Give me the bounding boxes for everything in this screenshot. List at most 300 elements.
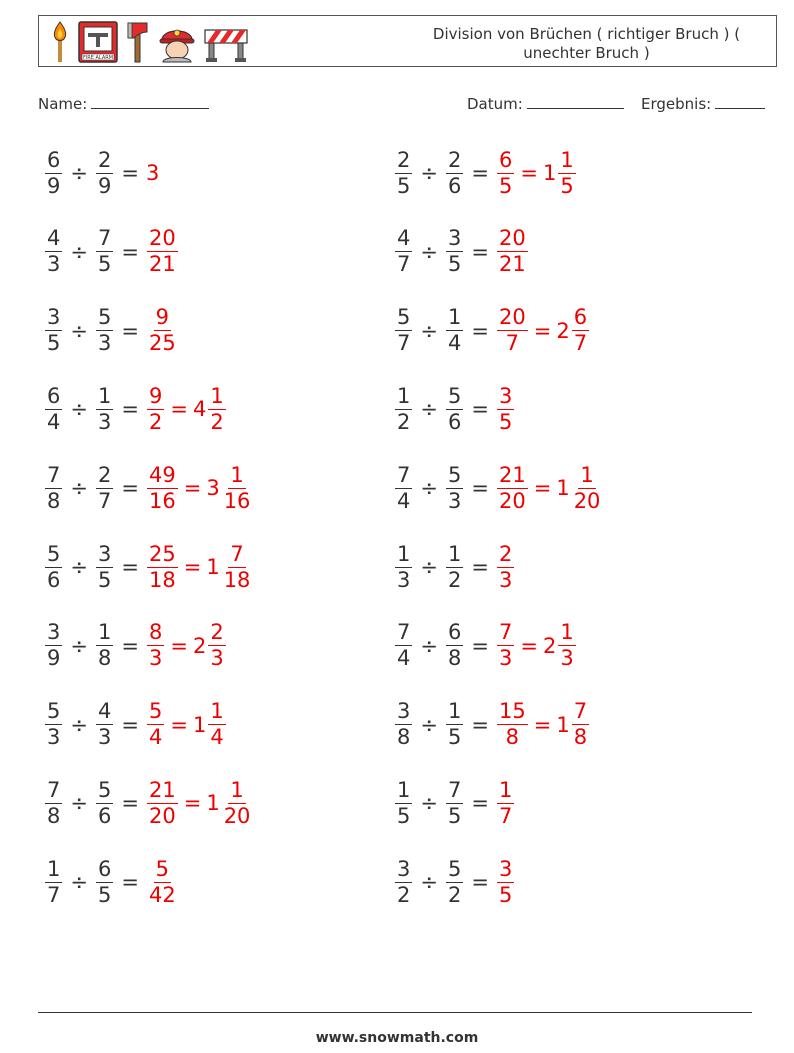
equals-sign: = xyxy=(121,712,139,737)
answer-fraction-numerator: 49 xyxy=(148,462,176,487)
divisor-fraction-denominator: 3 xyxy=(97,409,112,434)
mixed-fraction-numerator: 7 xyxy=(230,541,244,566)
divisor-fraction-numerator: 2 xyxy=(97,462,112,487)
divisor-fraction xyxy=(446,226,463,277)
dividend-fraction xyxy=(395,305,412,356)
equals-sign: = xyxy=(471,555,489,579)
divisor-fraction xyxy=(446,699,463,750)
answer-fraction-denominator: 3 xyxy=(498,646,513,671)
divisor-fraction-denominator: 5 xyxy=(447,725,462,750)
mixed-fraction-denominator: 5 xyxy=(560,173,574,198)
header-icons xyxy=(49,19,249,65)
problem-item xyxy=(394,222,529,282)
answer-fraction xyxy=(147,384,164,435)
worksheet-header xyxy=(38,15,777,67)
dividend-fraction xyxy=(45,778,62,829)
divisor-fraction xyxy=(446,542,463,593)
problem-item xyxy=(394,852,515,912)
answer-fraction-denominator: 5 xyxy=(498,173,513,198)
divisor-fraction-numerator: 5 xyxy=(447,462,462,487)
divisor-fraction xyxy=(446,305,463,356)
answer-equals-sign: = xyxy=(170,397,188,422)
divide-sign: ÷ xyxy=(70,161,88,185)
problem-item xyxy=(44,301,179,361)
divide-sign: ÷ xyxy=(420,633,438,658)
dividend-fraction-numerator: 7 xyxy=(47,462,61,487)
dividend-fraction xyxy=(45,857,62,908)
answer-fraction-numerator: 25 xyxy=(148,541,176,566)
dividend-fraction-numerator: 3 xyxy=(397,856,411,881)
mixed-fraction xyxy=(222,778,253,829)
answer xyxy=(146,699,227,750)
answer-fraction-numerator: 3 xyxy=(498,383,513,408)
dividend-fraction xyxy=(45,542,62,593)
mixed-whole: 1 xyxy=(556,712,570,737)
mixed-fraction-denominator: 18 xyxy=(223,567,251,592)
divisor-fraction-numerator: 1 xyxy=(97,383,112,408)
dividend-fraction-denominator: 6 xyxy=(47,567,61,592)
dividend-fraction-denominator: 9 xyxy=(47,173,61,198)
mixed-whole: 1 xyxy=(556,476,570,501)
dividend-fraction-denominator: 4 xyxy=(397,646,411,671)
divide-sign: ÷ xyxy=(420,161,438,185)
mixed-fraction-numerator: 1 xyxy=(210,383,224,408)
divide-sign: ÷ xyxy=(420,476,438,501)
divisor-fraction xyxy=(446,148,463,199)
answer-fraction-denominator: 7 xyxy=(498,803,513,828)
answer-equals-sign: = xyxy=(183,476,202,501)
equals-sign: = xyxy=(121,633,139,658)
mixed-fraction-denominator: 16 xyxy=(223,488,251,513)
dividend-fraction-numerator: 1 xyxy=(397,777,411,802)
mixed-whole: 1 xyxy=(206,791,220,816)
answer xyxy=(146,857,179,908)
answer-fraction-numerator: 3 xyxy=(498,856,513,881)
dividend-fraction xyxy=(395,857,412,908)
divisor-fraction xyxy=(446,463,463,514)
problem-item xyxy=(394,773,515,833)
answer-fraction-numerator: 9 xyxy=(155,305,170,330)
answer-fraction-denominator: 3 xyxy=(148,646,163,671)
divide-sign: ÷ xyxy=(420,791,438,816)
dividend-fraction-numerator: 4 xyxy=(47,226,61,251)
answer xyxy=(496,226,529,277)
dividend-fraction-numerator: 3 xyxy=(397,699,411,724)
answer-fraction-numerator: 8 xyxy=(148,620,163,645)
problem-item xyxy=(44,695,227,755)
answer xyxy=(496,857,515,908)
name-blank[interactable] xyxy=(91,94,209,109)
answer-fraction-numerator: 7 xyxy=(498,620,513,645)
dividend-fraction-denominator: 2 xyxy=(397,882,411,907)
divisor-fraction xyxy=(96,226,113,277)
answer-fraction xyxy=(497,857,514,908)
dividend-fraction xyxy=(45,699,62,750)
dividend-fraction-denominator: 4 xyxy=(397,488,411,513)
answer xyxy=(496,148,577,199)
equals-sign: = xyxy=(121,476,139,501)
mixed-fraction-numerator: 6 xyxy=(573,305,588,330)
divisor-fraction-denominator: 2 xyxy=(447,882,462,907)
answer-fraction-denominator: 21 xyxy=(148,252,176,277)
equals-sign: = xyxy=(471,239,489,264)
answer-equals-sign: = xyxy=(533,712,552,737)
dividend-fraction-numerator: 1 xyxy=(397,383,411,408)
divisor-fraction-denominator: 5 xyxy=(97,882,112,907)
answer-fraction-denominator: 5 xyxy=(498,882,513,907)
answer-fraction-numerator: 9 xyxy=(148,383,163,408)
dividend-fraction-numerator: 7 xyxy=(397,462,411,487)
answer-fraction-numerator: 20 xyxy=(498,305,526,330)
answer xyxy=(146,305,179,356)
dividend-fraction-denominator: 3 xyxy=(47,725,61,750)
divisor-fraction-denominator: 9 xyxy=(97,173,112,198)
dividend-fraction-numerator: 6 xyxy=(47,147,61,172)
dividend-fraction-numerator: 5 xyxy=(47,699,61,724)
answer-equals-sign: = xyxy=(183,791,202,816)
divisor-fraction-denominator: 6 xyxy=(447,173,462,198)
answer xyxy=(146,542,253,593)
answer-fraction-numerator: 21 xyxy=(498,462,526,487)
answer-fraction-denominator: 7 xyxy=(505,331,520,356)
answer xyxy=(146,161,159,185)
answer-fraction-numerator: 21 xyxy=(148,777,176,802)
firefighter-icon xyxy=(157,20,197,64)
answer-fraction-denominator: 20 xyxy=(498,488,526,513)
answer-fraction xyxy=(497,620,514,671)
mixed-fraction xyxy=(572,463,603,514)
mixed-fraction-denominator: 20 xyxy=(573,488,601,513)
dividend-fraction-numerator: 3 xyxy=(47,305,61,330)
problem-item xyxy=(394,537,515,597)
mixed-fraction xyxy=(208,620,225,671)
divisor-fraction-numerator: 5 xyxy=(97,777,112,802)
dividend-fraction xyxy=(45,620,62,671)
answer xyxy=(146,620,227,671)
equals-sign: = xyxy=(471,161,489,185)
road-barrier-icon xyxy=(203,20,249,64)
divisor-fraction xyxy=(96,778,113,829)
divisor-fraction-denominator: 3 xyxy=(447,488,462,513)
dividend-fraction-numerator: 4 xyxy=(397,226,411,251)
problem-item xyxy=(394,695,590,755)
divide-sign: ÷ xyxy=(420,239,438,264)
answer xyxy=(496,620,577,671)
divisor-fraction-denominator: 5 xyxy=(447,252,462,277)
answer-fraction xyxy=(497,699,528,750)
equals-sign: = xyxy=(471,870,489,895)
dividend-fraction-numerator: 2 xyxy=(397,147,411,172)
answer-whole: 3 xyxy=(145,161,160,185)
mixed-fraction xyxy=(558,620,575,671)
dividend-fraction xyxy=(45,384,62,435)
answer-fraction xyxy=(147,542,178,593)
divisor-fraction-numerator: 3 xyxy=(97,541,112,566)
divisor-fraction-numerator: 2 xyxy=(447,147,462,172)
mixed-fraction xyxy=(208,384,225,435)
dividend-fraction xyxy=(395,148,412,199)
answer-equals-sign: = xyxy=(533,476,552,501)
divisor-fraction xyxy=(446,857,463,908)
answer-fraction xyxy=(147,778,178,829)
problem-item xyxy=(44,222,179,282)
problem-item xyxy=(44,773,253,833)
answer xyxy=(146,384,227,435)
answer xyxy=(496,699,590,750)
mixed-fraction xyxy=(572,699,589,750)
dividend-fraction xyxy=(395,699,412,750)
divisor-fraction xyxy=(96,463,113,514)
dividend-fraction xyxy=(45,226,62,277)
mixed-fraction xyxy=(222,463,253,514)
name-field[interactable] xyxy=(38,94,209,113)
answer-fraction-denominator: 5 xyxy=(498,409,513,434)
mixed-fraction-denominator: 7 xyxy=(573,331,588,356)
answer-fraction xyxy=(497,148,514,199)
dividend-fraction xyxy=(395,620,412,671)
equals-sign: = xyxy=(121,397,139,422)
divisor-fraction xyxy=(96,542,113,593)
mixed-fraction-numerator: 1 xyxy=(230,777,244,802)
dividend-fraction-numerator: 1 xyxy=(397,541,411,566)
mixed-fraction-numerator: 7 xyxy=(573,699,588,724)
divisor-fraction-numerator: 1 xyxy=(97,620,112,645)
answer xyxy=(146,463,253,514)
mixed-whole: 2 xyxy=(542,633,557,658)
answer-fraction xyxy=(147,463,178,514)
answer-equals-sign: = xyxy=(520,633,538,658)
divisor-fraction-numerator: 1 xyxy=(447,699,462,724)
divide-sign: ÷ xyxy=(420,712,438,737)
name-label: Name: xyxy=(38,95,88,113)
answer-fraction-numerator: 20 xyxy=(148,226,176,251)
answer-equals-sign: = xyxy=(170,633,188,658)
divide-sign: ÷ xyxy=(420,870,438,895)
divisor-fraction-numerator: 6 xyxy=(97,856,112,881)
fire-axe-icon xyxy=(125,20,151,64)
answer xyxy=(496,463,603,514)
fire-alarm-icon xyxy=(77,20,119,64)
divisor-fraction-numerator: 5 xyxy=(447,383,462,408)
divisor-fraction xyxy=(446,384,463,435)
divide-sign: ÷ xyxy=(70,555,88,579)
dividend-fraction-denominator: 8 xyxy=(47,803,61,828)
divisor-fraction xyxy=(96,699,113,750)
answer-fraction-denominator: 21 xyxy=(498,252,526,277)
divisor-fraction-denominator: 5 xyxy=(97,567,112,592)
divide-sign: ÷ xyxy=(70,239,88,264)
dividend-fraction-denominator: 3 xyxy=(397,567,411,592)
divisor-fraction-numerator: 7 xyxy=(97,226,112,251)
answer-fraction-denominator: 2 xyxy=(148,409,163,434)
dividend-fraction-denominator: 5 xyxy=(47,331,61,356)
answer-fraction xyxy=(497,384,514,435)
score-blank[interactable] xyxy=(715,94,765,109)
answer-equals-sign: = xyxy=(170,712,188,737)
divisor-fraction-numerator: 7 xyxy=(447,777,462,802)
answer-fraction-numerator: 15 xyxy=(498,699,526,724)
divisor-fraction-denominator: 2 xyxy=(447,567,462,592)
mixed-fraction xyxy=(558,148,575,199)
date-blank[interactable] xyxy=(527,94,624,109)
divide-sign: ÷ xyxy=(70,870,88,895)
answer-fraction-denominator: 4 xyxy=(148,725,163,750)
equals-sign: = xyxy=(121,791,139,816)
dividend-fraction xyxy=(45,463,62,514)
mixed-whole: 3 xyxy=(206,476,220,501)
mixed-fraction-numerator: 1 xyxy=(560,147,574,172)
divisor-fraction xyxy=(96,620,113,671)
dividend-fraction-numerator: 5 xyxy=(397,305,411,330)
problem-item xyxy=(394,301,590,361)
answer-fraction-numerator: 20 xyxy=(498,226,526,251)
dividend-fraction-numerator: 7 xyxy=(397,620,411,645)
alarm-label: FIRE ALARM xyxy=(82,55,114,61)
mixed-fraction-denominator: 4 xyxy=(210,725,224,750)
mixed-whole: 1 xyxy=(206,555,220,579)
divisor-fraction-denominator: 6 xyxy=(447,409,462,434)
answer-fraction xyxy=(497,778,514,829)
answer-fraction-numerator: 6 xyxy=(498,147,513,172)
dividend-fraction-denominator: 8 xyxy=(47,488,61,513)
divide-sign: ÷ xyxy=(70,476,88,501)
equals-sign: = xyxy=(121,555,139,579)
mixed-fraction-denominator: 2 xyxy=(210,409,224,434)
divisor-fraction-denominator: 5 xyxy=(447,803,462,828)
answer xyxy=(496,778,515,829)
mixed-fraction-denominator: 8 xyxy=(573,725,588,750)
dividend-fraction xyxy=(45,305,62,356)
divisor-fraction xyxy=(96,305,113,356)
divisor-fraction xyxy=(446,620,463,671)
answer-fraction-numerator: 5 xyxy=(155,856,170,881)
equals-sign: = xyxy=(471,318,489,343)
dividend-fraction-denominator: 7 xyxy=(47,882,61,907)
divisor-fraction-denominator: 8 xyxy=(447,646,462,671)
dividend-fraction-denominator: 5 xyxy=(397,173,411,198)
worksheet-title: Division von Brüchen ( richtiger Bruch ) ( unechter Bruch ) xyxy=(432,25,741,62)
mixed-fraction xyxy=(208,699,225,750)
problem-item xyxy=(44,852,179,912)
divisor-fraction-numerator: 5 xyxy=(97,305,112,330)
answer-fraction-denominator: 25 xyxy=(148,331,176,356)
equals-sign: = xyxy=(121,161,139,185)
dividend-fraction-denominator: 3 xyxy=(47,252,61,277)
divide-sign: ÷ xyxy=(420,397,438,422)
dividend-fraction xyxy=(395,226,412,277)
answer-fraction-denominator: 8 xyxy=(505,725,520,750)
answer-fraction-denominator: 16 xyxy=(148,488,176,513)
problem-item xyxy=(394,143,577,203)
answer xyxy=(496,305,590,356)
matchstick-icon xyxy=(49,20,71,64)
answer xyxy=(146,226,179,277)
equals-sign: = xyxy=(471,476,489,501)
dividend-fraction xyxy=(45,148,62,199)
dividend-fraction xyxy=(395,542,412,593)
divisor-fraction-numerator: 5 xyxy=(447,856,462,881)
date-label: Datum: xyxy=(467,95,523,113)
dividend-fraction-denominator: 2 xyxy=(397,409,411,434)
answer-fraction xyxy=(497,542,514,593)
equals-sign: = xyxy=(121,870,139,895)
dividend-fraction-numerator: 6 xyxy=(47,383,61,408)
divisor-fraction-denominator: 7 xyxy=(97,488,112,513)
equals-sign: = xyxy=(471,397,489,422)
divisor-fraction-denominator: 6 xyxy=(97,803,112,828)
divisor-fraction-denominator: 4 xyxy=(447,331,462,356)
answer-equals-sign: = xyxy=(520,161,538,185)
answer-fraction-denominator: 20 xyxy=(148,803,176,828)
problem-item xyxy=(44,379,227,439)
answer-fraction xyxy=(147,699,164,750)
problem-item xyxy=(394,379,515,439)
dividend-fraction-denominator: 7 xyxy=(397,331,411,356)
equals-sign: = xyxy=(471,791,489,816)
problem-item xyxy=(44,616,227,676)
score-label: Ergebnis: xyxy=(641,95,712,113)
mixed-fraction xyxy=(572,305,589,356)
divisor-fraction-numerator: 4 xyxy=(97,699,112,724)
problem-item xyxy=(44,458,253,518)
problem-item xyxy=(44,537,253,597)
answer-fraction xyxy=(147,305,178,356)
divisor-fraction xyxy=(446,778,463,829)
mixed-whole: 4 xyxy=(192,397,207,422)
date-field[interactable] xyxy=(467,94,624,113)
dividend-fraction-denominator: 4 xyxy=(47,409,61,434)
divide-sign: ÷ xyxy=(70,791,88,816)
answer-equals-sign: = xyxy=(183,555,202,579)
mixed-fraction-denominator: 3 xyxy=(210,646,224,671)
answer-fraction-denominator: 3 xyxy=(498,567,513,592)
answer-fraction-denominator: 42 xyxy=(148,882,176,907)
footer-url: www.snowmath.com xyxy=(315,1030,479,1046)
mixed-fraction-numerator: 2 xyxy=(210,620,224,645)
dividend-fraction-numerator: 7 xyxy=(47,777,61,802)
answer xyxy=(496,542,515,593)
divisor-fraction-denominator: 5 xyxy=(97,252,112,277)
score-field[interactable] xyxy=(641,94,765,113)
mixed-fraction-numerator: 1 xyxy=(560,620,574,645)
answer-fraction xyxy=(497,305,528,356)
divisor-fraction-denominator: 3 xyxy=(97,725,112,750)
dividend-fraction xyxy=(395,384,412,435)
mixed-fraction-numerator: 1 xyxy=(230,462,244,487)
answer xyxy=(496,384,515,435)
divisor-fraction-numerator: 1 xyxy=(447,541,462,566)
mixed-fraction-numerator: 1 xyxy=(580,462,594,487)
mixed-whole: 2 xyxy=(192,633,207,658)
divisor-fraction-numerator: 1 xyxy=(447,305,462,330)
answer-equals-sign: = xyxy=(533,318,552,343)
divisor-fraction-denominator: 8 xyxy=(97,646,112,671)
equals-sign: = xyxy=(121,239,139,264)
divisor-fraction-numerator: 3 xyxy=(447,226,462,251)
equals-sign: = xyxy=(121,318,139,343)
divisor-fraction xyxy=(96,384,113,435)
answer-fraction-numerator: 1 xyxy=(498,777,513,802)
problem-item xyxy=(394,616,577,676)
divide-sign: ÷ xyxy=(420,555,438,579)
answer-fraction xyxy=(497,463,528,514)
answer-fraction-numerator: 5 xyxy=(148,699,163,724)
answer-fraction xyxy=(147,857,178,908)
answer xyxy=(146,778,253,829)
mixed-fraction-denominator: 3 xyxy=(560,646,574,671)
answer-fraction-numerator: 2 xyxy=(498,541,513,566)
answer-fraction-denominator: 18 xyxy=(148,567,176,592)
